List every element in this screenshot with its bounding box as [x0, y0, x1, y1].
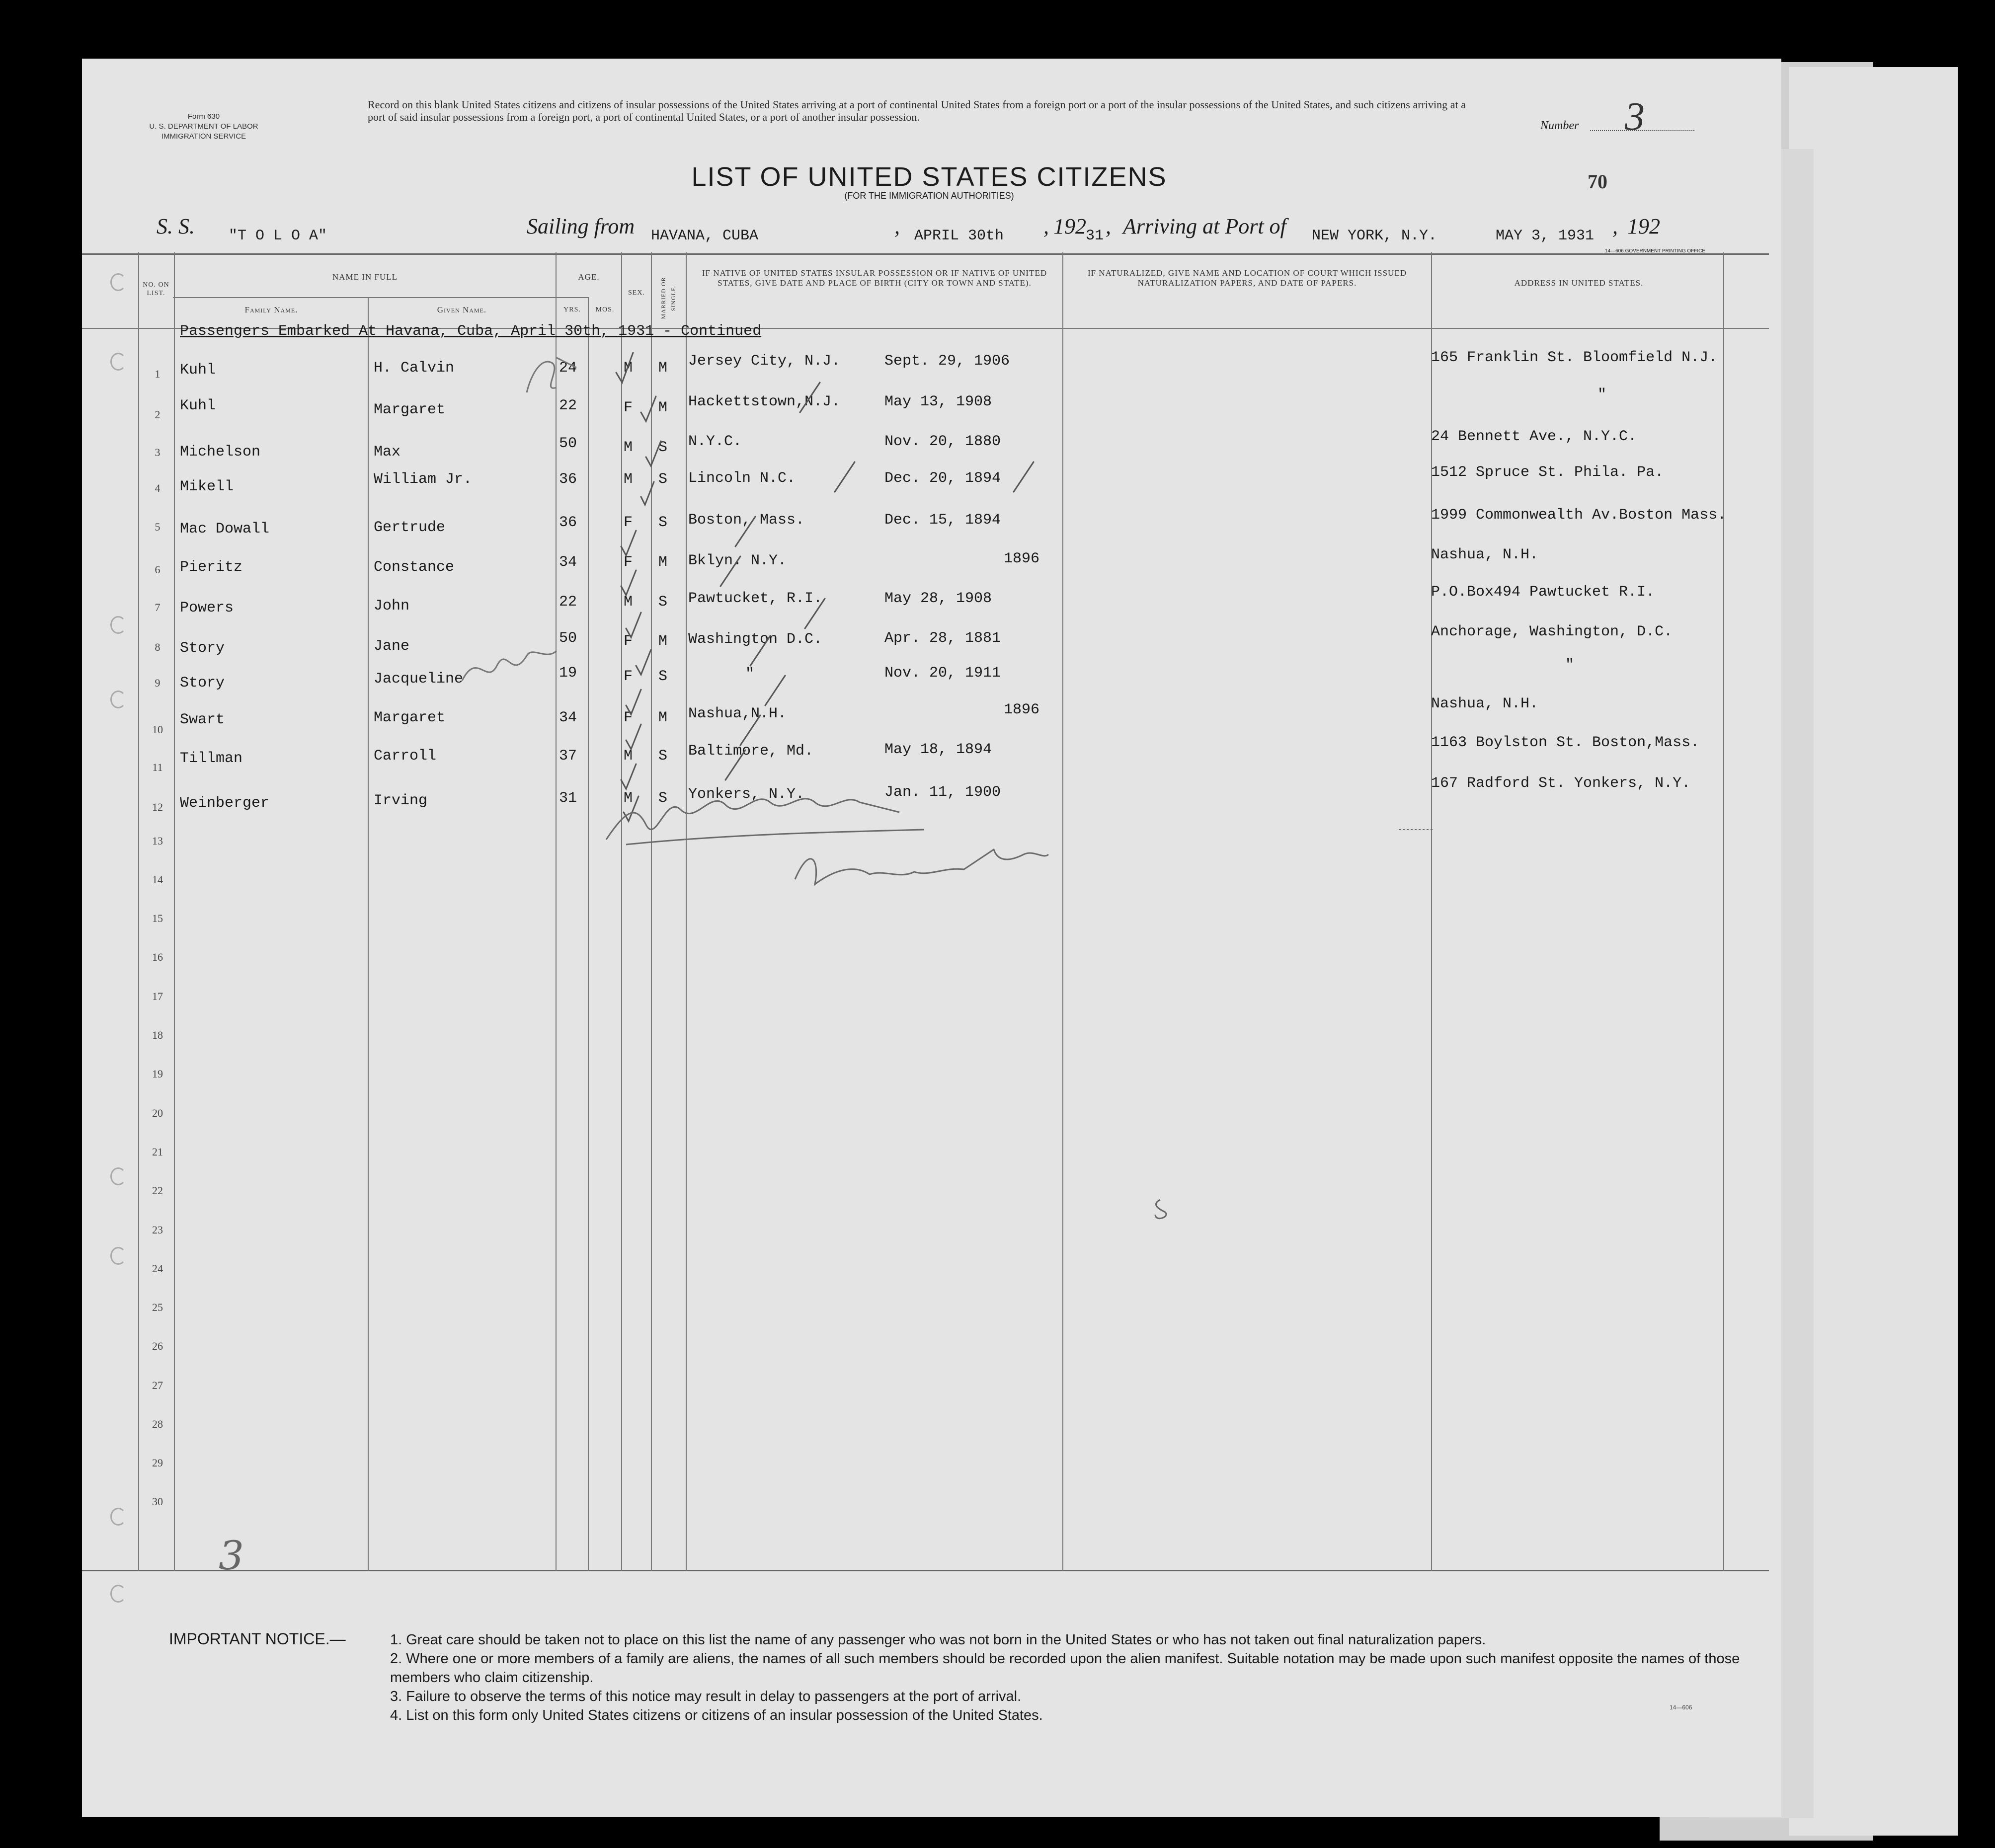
marital-status: S [658, 471, 668, 488]
dotted-mark [1396, 825, 1436, 835]
birth-place: Boston, Mass. [688, 512, 805, 529]
notice-item-4: 4. List on this form only United States citizens or citizens of an insular possession of the United States. [390, 1707, 1043, 1723]
comma: , [1043, 214, 1049, 238]
punch-hole [110, 616, 126, 634]
row-number: 6 [155, 563, 160, 576]
family-name: Story [180, 640, 225, 657]
address: P.O.Box494 Pawtucket R.I. [1431, 584, 1655, 601]
column-divider [1431, 252, 1432, 1571]
birth-date: May 28, 1908 [884, 590, 992, 607]
given-name: H. Calvin [374, 360, 455, 377]
age: 22 [559, 397, 577, 414]
row-number: 24 [152, 1262, 163, 1275]
row-number: 29 [152, 1457, 163, 1469]
row-number: 8 [155, 641, 160, 653]
row-number: 20 [152, 1107, 163, 1119]
header-age: AGE. [578, 272, 600, 282]
port-field [1312, 220, 1437, 245]
row-number: 3 [155, 446, 160, 459]
age: 31 [559, 790, 577, 807]
family-name: Powers [180, 600, 234, 616]
marital-status: M [658, 633, 668, 650]
handwritten-scribble [512, 343, 591, 412]
marital-status: S [658, 594, 668, 611]
given-name: Jacqueline [374, 671, 464, 688]
family-name: Story [180, 675, 225, 692]
header-family-name: Family Name. [244, 305, 298, 314]
family-name: Mac Dowall [180, 521, 270, 538]
family-name: Kuhl [180, 397, 216, 414]
sex: F [624, 633, 633, 650]
birth-place: Nashua,N.H. [688, 705, 787, 722]
given-name: Irving [374, 792, 428, 809]
number-label: Number [1540, 119, 1579, 132]
given-name: William Jr. [374, 471, 473, 488]
birth-place: N.Y.C. [688, 433, 742, 450]
column-divider [1723, 252, 1724, 1571]
row-number: 18 [152, 1029, 163, 1041]
row-number: 4 [155, 482, 160, 494]
row-number: 15 [152, 912, 163, 924]
birth-date: 1896 [1004, 701, 1040, 718]
birth-place: Yonkers, N.Y. [688, 786, 805, 803]
sex: M [624, 594, 633, 611]
address: Nashua, N.H. [1431, 546, 1539, 563]
ss-label: S. S. [157, 214, 195, 238]
row-number: 11 [152, 761, 163, 773]
address: 1999 Commonwealth Av.Boston Mass. [1431, 507, 1727, 524]
comma: , [1106, 214, 1111, 238]
ship-name-field [229, 220, 527, 245]
age: 37 [559, 748, 577, 765]
printing-office-mark: 14—606 GOVERNMENT PRINTING OFFICE [1605, 248, 1706, 254]
header-yrs: YRS. [563, 306, 581, 313]
birth-date: Nov. 20, 1911 [884, 665, 1001, 682]
header-no: NO. ON LIST. [143, 281, 169, 297]
marital-status: S [658, 514, 668, 531]
background-sheet [1789, 67, 1958, 1836]
marital-status: S [658, 748, 668, 765]
header-married-single: MARRIED OR SINGLE. [660, 277, 677, 319]
row-number: 22 [152, 1184, 163, 1197]
birth-date: May 13, 1908 [884, 393, 992, 410]
row-number: 9 [155, 677, 160, 689]
sex: M [624, 790, 633, 807]
given-name: Constance [374, 559, 455, 576]
important-notice [169, 1629, 1759, 1725]
sailing-date: APRIL 30th [914, 228, 1004, 244]
punch-hole [110, 1167, 126, 1185]
department-name: U. S. DEPARTMENT OF LABOR [149, 122, 258, 131]
address: " [1565, 657, 1575, 674]
birth-date: Nov. 20, 1880 [884, 433, 1001, 450]
given-name: Margaret [374, 709, 446, 726]
address: Nashua, N.H. [1431, 695, 1539, 712]
header-mos: MOS. [595, 306, 615, 313]
birth-place: Jersey City, N.J. [688, 353, 841, 370]
age-subheader-line [556, 297, 588, 298]
sex: F [624, 668, 633, 685]
address: Anchorage, Washington, D.C. [1431, 623, 1673, 640]
age: 34 [559, 554, 577, 571]
arrival-date: MAY 3, 1931 [1496, 228, 1595, 244]
sex: F [624, 709, 633, 726]
sailing-date-field [914, 220, 1004, 245]
comma: , [1612, 214, 1618, 238]
marital-status: M [658, 360, 668, 377]
marital-status: S [658, 668, 668, 685]
sex: F [624, 399, 633, 416]
year-suffix: 31 [1086, 228, 1104, 244]
form-number: Form 630 [187, 112, 220, 121]
section-heading: Passengers Embarked At Havana, Cuba, April 30th, 1931 - Continued [180, 323, 762, 340]
given-name: Jane [374, 638, 410, 655]
table-bottom-border [82, 1570, 1769, 1571]
header-given-name: Given Name. [437, 305, 487, 314]
row-number: 23 [152, 1224, 163, 1236]
row-number: 2 [155, 408, 160, 421]
row-number: 7 [155, 601, 160, 614]
list-number: 3 [1625, 95, 1645, 139]
family-name: Michelson [180, 444, 261, 461]
family-name: Weinberger [180, 795, 270, 812]
header-name-in-full: NAME IN FULL [332, 272, 398, 282]
age: 22 [559, 594, 577, 611]
arrival-date-field [1496, 220, 1594, 245]
row-number: 1 [155, 368, 160, 380]
family-name: Mikell [180, 478, 234, 495]
punch-hole [110, 1508, 126, 1526]
birth-date: 1896 [1004, 550, 1040, 567]
birth-place: Bklyn. N.Y. [688, 552, 787, 569]
row-number: 26 [152, 1340, 163, 1352]
birth-place: Baltimore, Md. [688, 743, 814, 760]
sailing-from-label: Sailing from [527, 214, 635, 238]
age: 50 [559, 435, 577, 452]
family-name: Kuhl [180, 362, 216, 379]
given-name: Gertrude [374, 519, 446, 536]
address: 165 Franklin St. Bloomfield N.J. [1431, 349, 1718, 366]
sex: M [624, 439, 633, 456]
header-birth: IF NATIVE OF UNITED STATES INSULAR POSSESSION OR IF NATIVE OF UNITED STATES, GIVE DATE AND PLACE OF BIRTH (CITY OR TOWN AND STATE). [702, 268, 1047, 288]
name-subheader-line [173, 297, 556, 298]
given-name: Margaret [374, 401, 446, 418]
birth-date: Dec. 15, 1894 [884, 512, 1001, 529]
service-name: IMMIGRATION SERVICE [161, 132, 246, 141]
header-naturalized: IF NATURALIZED, GIVE NAME AND LOCATION OF COURT WHICH ISSUED NATURALIZATION PAPERS, AND DATE OF PAPERS. [1087, 268, 1407, 288]
sex: M [624, 360, 633, 377]
age: 19 [559, 665, 577, 682]
address: " [1597, 386, 1607, 403]
age: 36 [559, 514, 577, 531]
sailing-from-field [651, 220, 758, 245]
column-divider [556, 252, 557, 1571]
family-name: Pieritz [180, 559, 243, 576]
row-number: 16 [152, 951, 163, 963]
marital-status: M [658, 554, 668, 571]
page-subtitle: (FOR THE IMMIGRATION AUTHORITIES) [844, 191, 1014, 201]
sailing-from: HAVANA, CUBA [651, 228, 759, 244]
birth-date: Apr. 28, 1881 [884, 630, 1001, 647]
row-number: 27 [152, 1379, 163, 1391]
notice-item-1: IMPORTANT NOTICE.— 1. Great care should be taken not to place on this list the name of any passenger who was not born in the United States or who has not taken out final naturalization papers. [169, 1630, 1486, 1648]
notice-item-3: 3. Failure to observe the terms of this notice may result in delay to passengers at the port of arrival. [390, 1689, 1022, 1704]
notice-item-2: 2. Where one or more members of a family are aliens, the names of all such members should be recorded upon the alien manifest. Suitable notation may be made upon such manifest opposite the names of those members who claim citizenship. [390, 1651, 1740, 1686]
table-top-border [82, 253, 1769, 255]
given-name: Carroll [374, 748, 437, 765]
row-number: 28 [152, 1418, 163, 1430]
notice-heading: IMPORTANT NOTICE.— [169, 1630, 346, 1648]
address: 167 Radford St. Yonkers, N.Y. [1431, 775, 1691, 792]
birth-date: Dec. 20, 1894 [884, 470, 1001, 487]
sex: M [624, 471, 633, 488]
birth-place: Lincoln N.C. [688, 470, 796, 487]
birth-date: Sept. 29, 1906 [884, 353, 1010, 370]
birth-place: Washington D.C. [688, 631, 823, 648]
birth-place: " [745, 666, 755, 683]
family-name: Tillman [180, 750, 243, 767]
punch-hole [110, 353, 126, 371]
handwritten-scribble [457, 641, 576, 700]
header-sex: SEX. [628, 289, 645, 297]
age: 36 [559, 471, 577, 488]
header-address: ADDRESS IN UNITED STATES. [1514, 278, 1644, 288]
record-instructions: Record on this blank United States citizens and citizens of insular possessions of the United States arriving at a port of continental United States from a foreign port or a port of the insular possessions of the United States, and such citizens arriving at a port of said insular possessions from a foreign port, a port of continental United States, or a port of another insular possession. [368, 98, 1466, 123]
handwritten-signature [596, 795, 1143, 924]
marital-status: M [658, 399, 668, 416]
margin-mark: 3 [219, 1533, 244, 1579]
sex: F [624, 514, 633, 531]
marital-status: S [658, 439, 668, 456]
marital-status: M [658, 709, 668, 726]
page-number: 70 [1588, 170, 1607, 193]
footer-code: 14—606 [1670, 1704, 1692, 1711]
row-number: 14 [152, 873, 163, 886]
form-identifier [144, 112, 263, 142]
birth-date: Jan. 11, 1900 [884, 784, 1001, 801]
family-name: Swart [180, 711, 225, 728]
comma: , [894, 214, 900, 238]
age: 24 [559, 360, 577, 377]
age: 34 [559, 709, 577, 726]
birth-date: May 18, 1894 [884, 741, 992, 758]
given-name: Max [374, 444, 401, 461]
row-number: 12 [152, 801, 163, 813]
sex: M [624, 748, 633, 765]
address: 1512 Spruce St. Phila. Pa. [1431, 464, 1664, 481]
column-divider [368, 297, 369, 1571]
ship-name: "T O L O A" [229, 228, 327, 244]
year-prefix: 192 [1053, 214, 1086, 238]
handwritten-scribble [1148, 1197, 1173, 1222]
row-number: 30 [152, 1495, 163, 1508]
punch-hole [110, 1585, 126, 1603]
punch-hole [110, 273, 126, 291]
year-2: 192 [1627, 214, 1660, 238]
page-title: LIST OF UNITED STATES CITIZENS [691, 162, 1167, 192]
age: 50 [559, 630, 577, 647]
arriving-label: Arriving at Port of [1123, 214, 1286, 238]
column-divider [138, 252, 139, 1571]
birth-place: Hackettstown,N.J. [688, 393, 841, 410]
given-name: John [374, 598, 410, 615]
row-number: 25 [152, 1301, 163, 1313]
row-number: 5 [155, 521, 160, 533]
row-number: 10 [152, 723, 163, 736]
column-divider [174, 252, 175, 1571]
birth-place: Pawtucket, R.I. [688, 590, 823, 607]
year-suffix-field [1086, 220, 1104, 245]
row-number: 13 [152, 835, 163, 847]
row-number: 17 [152, 990, 163, 1002]
row-number: 19 [152, 1068, 163, 1080]
manifest-paper [82, 59, 1781, 1817]
arrival-port: NEW YORK, N.Y. [1312, 228, 1437, 244]
marital-status: S [658, 790, 668, 807]
address: 24 Bennett Ave., N.Y.C. [1431, 428, 1637, 445]
row-number: 21 [152, 1146, 163, 1158]
sex: F [624, 554, 633, 571]
punch-hole [110, 691, 126, 708]
punch-hole [110, 1247, 126, 1265]
address: 1163 Boylston St. Boston,Mass. [1431, 734, 1700, 751]
